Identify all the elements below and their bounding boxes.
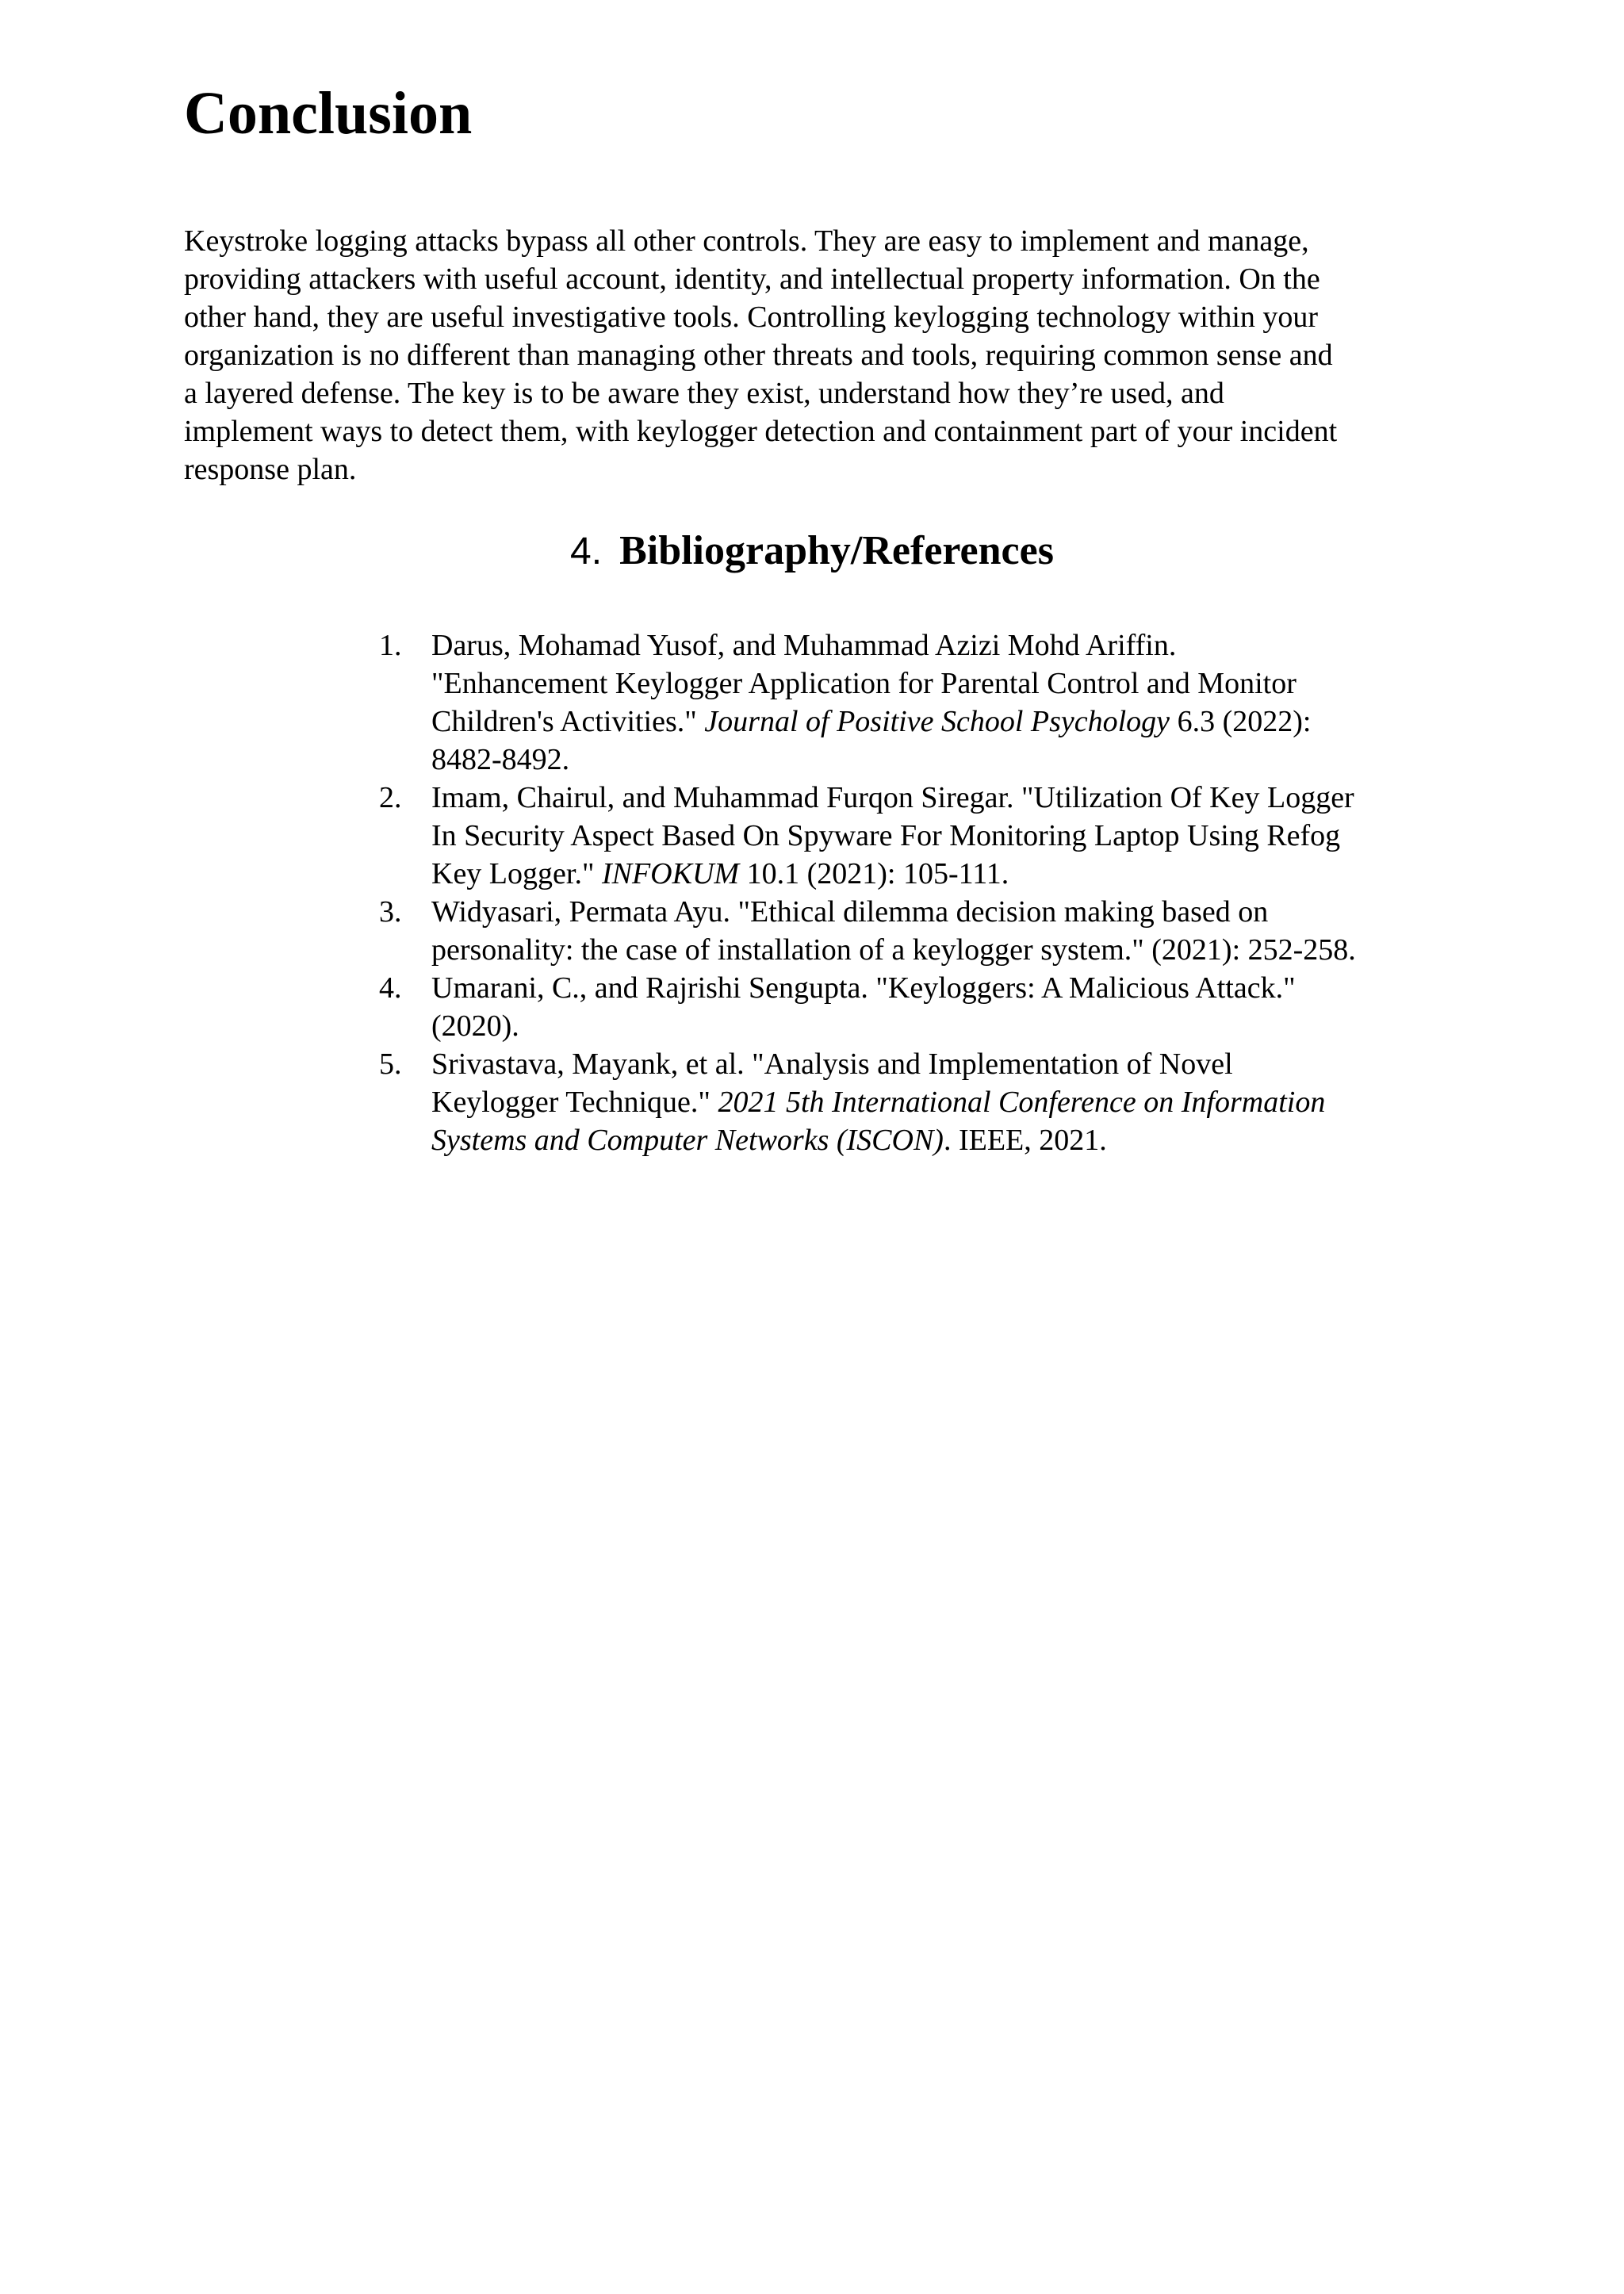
reference-text: . IEEE, 2021. [943,1124,1107,1157]
paragraph-line: Keystroke logging attacks bypass all other controls. They are easy to implement and manage, [184,224,1309,258]
reference-line: In Security Aspect Based On Spyware For Monitoring Laptop Using Refog [431,819,1341,852]
conclusion-heading: Conclusion [184,80,473,147]
reference-number: 5. [379,1047,402,1081]
reference-list [379,626,1489,1159]
conclusion-paragraph [184,222,1453,488]
reference-line [431,1083,1489,1121]
reference-line: Imam, Chairul, and Muhammad Furqon Siregar. "Utilization Of Key Logger [431,781,1354,814]
paragraph-line: a layered defense. The key is to be aware they exist, understand how they’re used, and [184,377,1224,410]
reference-number: 3. [379,895,402,929]
reference-line: personality: the case of installation of a keylogger system." (2021): 252-258. [431,933,1356,967]
reference-item [379,626,1489,779]
journal-title: INFOKUM [601,857,740,890]
reference-line: (2020). [431,1009,519,1043]
reference-line [431,703,1489,741]
reference-text: Key Logger." [431,857,602,890]
reference-number: 4. [379,971,402,1005]
reference-line: Darus, Mohamad Yusof, and Muhammad Azizi Mohd Ariffin. [431,629,1177,662]
reference-text: Keylogger Technique." [431,1086,718,1119]
reference-text: 6.3 (2022): [1170,705,1312,738]
section-title: Bibliography/References [619,528,1054,573]
section-number: 4. [570,530,603,573]
paragraph-line: providing attackers with useful account, identity, and intellectual property information. On the [184,262,1320,296]
journal-title: Journal of Positive School Psychology [704,705,1170,738]
paragraph-line: other hand, they are useful investigative tools. Controlling keylogging technology within your [184,301,1319,334]
conference-title: Systems and Computer Networks (ISCON) [431,1124,944,1157]
reference-number: 2. [379,781,402,814]
reference-line: Widyasari, Permata Ayu. "Ethical dilemma decision making based on [431,895,1269,929]
reference-item [379,1045,1489,1159]
bibliography-heading [0,527,1624,576]
reference-item [379,893,1489,969]
reference-text: Children's Activities." [431,705,705,738]
reference-line: Umarani, C., and Rajrishi Sengupta. "Keyloggers: A Malicious Attack." [431,971,1296,1005]
reference-line: "Enhancement Keylogger Application for Parental Control and Monitor [431,667,1297,700]
reference-line [431,1121,1489,1159]
reference-item [379,969,1489,1045]
reference-line: 8482-8492. [431,743,570,776]
reference-line: Srivastava, Mayank, et al. "Analysis and Implementation of Novel [431,1047,1233,1081]
reference-number: 1. [379,629,402,662]
paragraph-line: implement ways to detect them, with keylogger detection and containment part of your incident [184,415,1338,448]
conference-title: 2021 5th International Conference on Information [718,1086,1326,1119]
reference-line [431,855,1489,893]
reference-text: 10.1 (2021): 105-111. [739,857,1009,890]
paragraph-line: response plan. [184,453,357,486]
reference-item [379,779,1489,893]
paragraph-line: organization is no different than managing other threats and tools, requiring common sense and [184,339,1333,372]
